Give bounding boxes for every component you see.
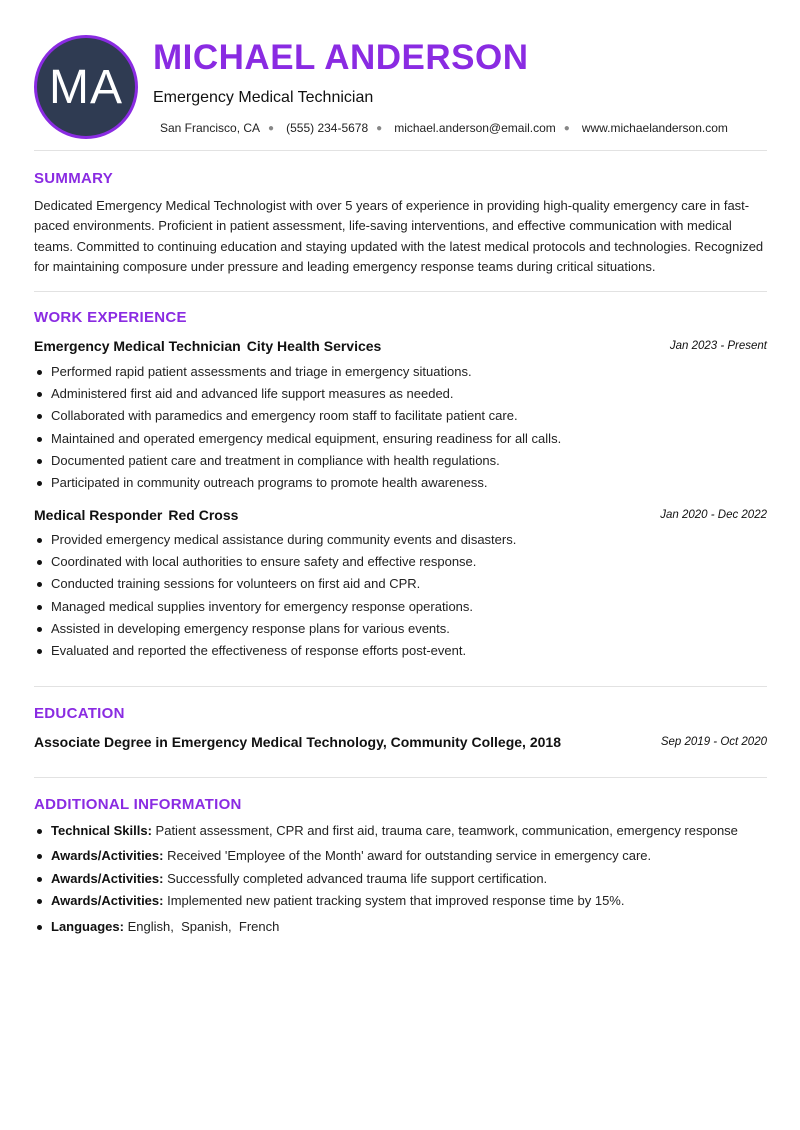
divider: [34, 291, 767, 292]
separator-dot: ●: [376, 122, 383, 134]
education-heading: EDUCATION: [34, 705, 125, 722]
item-text: Received 'Employee of the Month' award for outstanding service in emergency care.: [167, 848, 652, 863]
avatar-initials: MA: [49, 60, 123, 114]
list-item: Maintained and operated emergency medical equipment, ensuring readiness for all calls.: [34, 428, 561, 450]
item-text: English, Spanish, French: [127, 918, 280, 934]
list-item: [34, 868, 738, 891]
avatar: [34, 35, 138, 139]
item-label: Languages:: [51, 918, 124, 934]
list-item: Coordinated with local authorities to ensure safety and effective response.: [34, 551, 516, 573]
education-degree: Associate Degree in Emergency Medical Technology, Community College, 2018: [34, 734, 561, 750]
candidate-title: Emergency Medical Technician: [153, 89, 374, 106]
item-label: Awards/Activities:: [51, 870, 164, 886]
list-item: Administered first aid and advanced life support measures as needed.: [34, 383, 561, 405]
contact-phone: (555) 234-5678: [286, 121, 369, 135]
item-text: Successfully completed advanced trauma life support certification.: [167, 870, 548, 886]
contact-website[interactable]: www.michaelanderson.com: [581, 121, 728, 135]
contact-location: San Francisco, CA: [160, 121, 261, 135]
job-role: Medical Responder: [34, 507, 163, 523]
job-bullet-list: [34, 361, 561, 494]
job-company: City Health Services: [246, 338, 382, 354]
item-label: Awards/Activities:: [51, 848, 164, 863]
job-dates: Jan 2023 - Present: [669, 340, 767, 352]
item-text: Implemented new patient tracking system that improved response time by 15%.: [167, 893, 625, 908]
list-item: Participated in community outreach programs to promote health awareness.: [34, 472, 561, 494]
list-item: Assisted in developing emergency response plans for various events.: [34, 618, 516, 640]
divider: [34, 686, 767, 687]
job-heading: [34, 338, 381, 354]
list-item: Performed rapid patient assessments and triage in emergency situations.: [34, 361, 561, 383]
list-item: Evaluated and reported the effectiveness of response efforts post-event.: [34, 640, 516, 662]
item-label: Awards/Activities:: [51, 893, 164, 908]
separator-dot: ●: [268, 122, 275, 134]
divider: [34, 150, 767, 151]
additional-heading: ADDITIONAL INFORMATION: [34, 796, 242, 813]
list-item: [34, 890, 738, 916]
job-dates: Jan 2020 - Dec 2022: [660, 509, 767, 521]
list-item: Collaborated with paramedics and emergency room staff to facilitate patient care.: [34, 405, 561, 427]
experience-heading: WORK EXPERIENCE: [34, 309, 187, 326]
candidate-name: MICHAEL ANDERSON: [153, 38, 529, 77]
job-heading: [34, 507, 238, 523]
list-item: Conducted training sessions for volunteers on first aid and CPR.: [34, 573, 516, 595]
item-label: Technical Skills:: [51, 823, 152, 838]
divider: [34, 777, 767, 778]
summary-text: Dedicated Emergency Medical Technologist with over 5 years of experience in providing high-quality emergency care in fast-paced environments. Proficient in patient assessment, life-saving interventions, and effective communication with medical teams. Committed to continuing education and staying updated with the latest medical protocols and technologies. Recognized for maintaining composure under pressure and leading emergency response teams during critical situations.: [34, 198, 764, 274]
list-item: Managed medical supplies inventory for emergency response operations.: [34, 596, 516, 618]
contact-row: [160, 121, 728, 135]
item-text: Patient assessment, CPR and first aid, trauma care, teamwork, communication, emergency response: [155, 823, 738, 838]
list-item: Documented patient care and treatment in compliance with health regulations.: [34, 450, 561, 472]
additional-list: [34, 820, 738, 938]
contact-email[interactable]: michael.anderson@email.com: [394, 121, 556, 135]
list-item: Provided emergency medical assistance during community events and disasters.: [34, 529, 516, 551]
job-role: Emergency Medical Technician: [34, 338, 241, 354]
summary-heading: SUMMARY: [34, 170, 114, 187]
job-bullet-list: [34, 529, 516, 662]
education-dates: Sep 2019 - Oct 2020: [660, 736, 767, 748]
job-company: Red Cross: [168, 507, 239, 523]
separator-dot: ●: [563, 122, 570, 134]
list-item: [34, 845, 738, 868]
list-item: [34, 916, 738, 938]
list-item: [34, 820, 738, 845]
